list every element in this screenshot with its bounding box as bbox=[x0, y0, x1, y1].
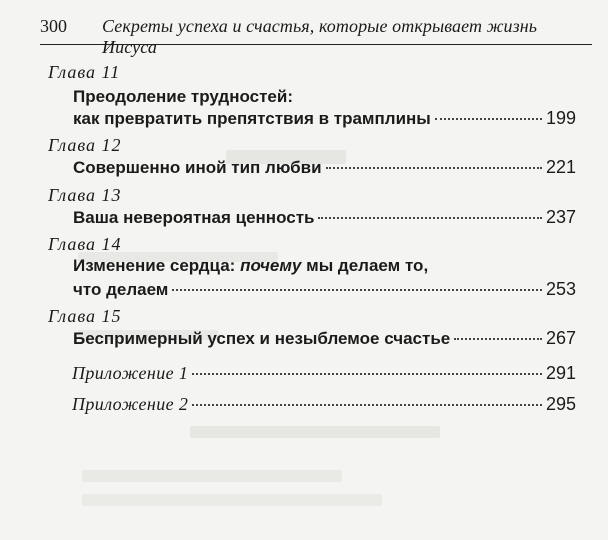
bleed-through-shadow bbox=[82, 470, 342, 482]
dot-leader bbox=[318, 217, 541, 219]
title-text: мы делаем то, bbox=[301, 256, 429, 275]
page-ref: 295 bbox=[545, 394, 576, 414]
page-ref: 199 bbox=[545, 108, 576, 128]
title-emphasis: почему bbox=[240, 256, 302, 275]
running-title: Секреты успеха и счастья, которые открывает жизнь Иисуса bbox=[102, 16, 538, 57]
chapter-title-leader bbox=[73, 279, 576, 300]
chapter-title-leader bbox=[73, 108, 576, 129]
title-text: Изменение сердца: bbox=[73, 256, 241, 275]
page-ref: 291 bbox=[545, 363, 576, 383]
chapter-label: Глава 15 bbox=[48, 306, 122, 326]
dot-leader bbox=[192, 404, 542, 406]
chapter-title-leader bbox=[73, 207, 576, 228]
chapter-label: Глава 13 bbox=[48, 185, 122, 205]
toc-entry-appendix2 bbox=[72, 394, 576, 415]
chapter-title: Беспримерный успех и незыблемое счастье bbox=[73, 329, 451, 348]
chapter-label: Глава 14 bbox=[48, 234, 122, 254]
bleed-through-shadow bbox=[190, 426, 440, 438]
chapter-title: Ваша невероятная ценность bbox=[73, 208, 315, 227]
toc-entry-appendix1 bbox=[72, 363, 576, 384]
appendix-label: Приложение 1 bbox=[72, 363, 189, 383]
chapter-title-leader bbox=[73, 157, 576, 178]
chapter-title-line2: что делаем bbox=[73, 280, 169, 299]
page-header bbox=[40, 14, 592, 57]
page-ref: 267 bbox=[545, 328, 576, 348]
page-ref: 237 bbox=[545, 207, 576, 227]
chapter-label: Глава 11 bbox=[48, 62, 121, 82]
dot-leader bbox=[172, 289, 542, 291]
page-ref: 221 bbox=[545, 157, 576, 177]
chapter-title-line1: Преодоление трудностей: bbox=[73, 87, 293, 106]
dot-leader bbox=[454, 338, 542, 340]
page-ref: 253 bbox=[545, 279, 576, 299]
chapter-title: Совершенно иной тип любви bbox=[73, 158, 322, 177]
bleed-through-shadow bbox=[82, 494, 382, 506]
chapter-title-leader bbox=[73, 328, 576, 349]
chapter-label: Глава 12 bbox=[48, 135, 122, 155]
dot-leader bbox=[326, 167, 542, 169]
chapter-title-line2: как превратить препятствия в трамплины bbox=[73, 109, 431, 128]
page-number: 300 bbox=[40, 16, 67, 36]
appendix-label: Приложение 2 bbox=[72, 394, 189, 414]
dot-leader bbox=[192, 373, 542, 375]
dot-leader bbox=[435, 118, 542, 120]
chapter-title-line1 bbox=[73, 256, 428, 276]
